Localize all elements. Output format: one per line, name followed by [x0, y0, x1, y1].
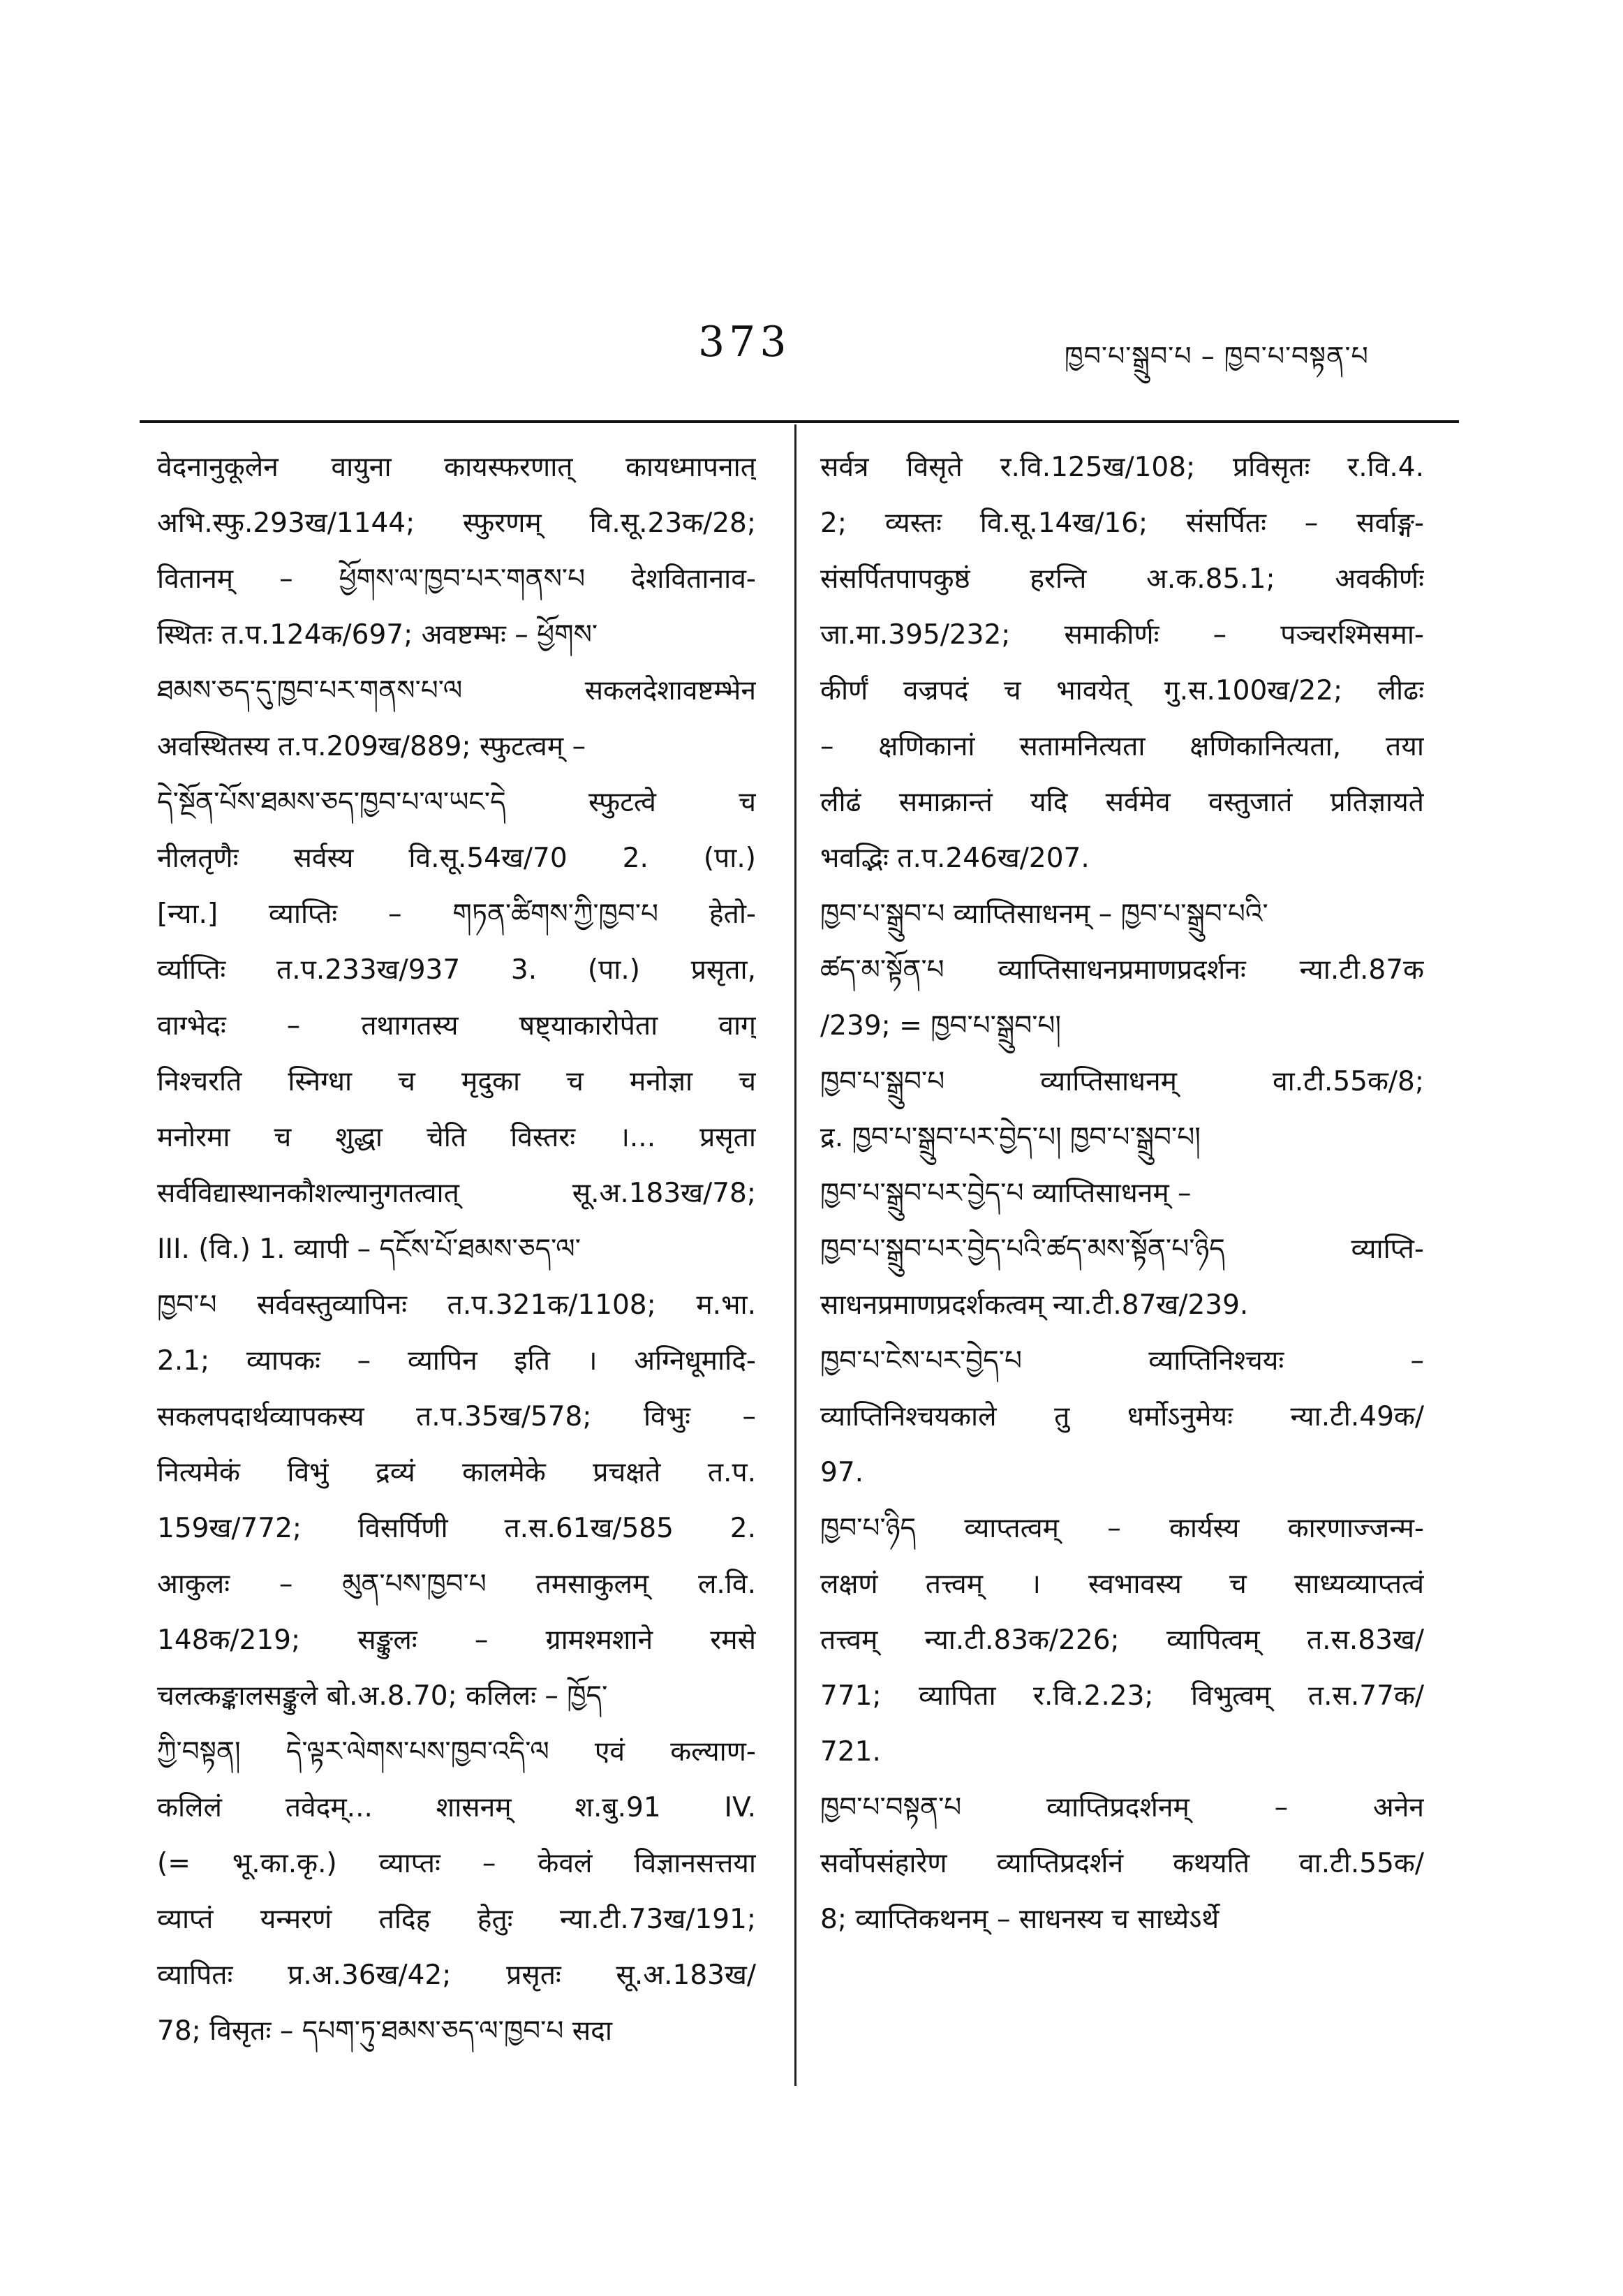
text-line: स्थितः त.प.124क/697; अवष्टम्भः – ཕྱོགས་ — [157, 619, 598, 651]
text-line: जा.मा.395/232; समाकीर्णः – पञ्चरश्मिसमा- — [820, 619, 1424, 651]
text-line: लीढं समाक्रान्तं यदि सर्वमेव वस्तुजातं प्रतिज्ञायते — [820, 787, 1424, 818]
text-line: निश्चरति स्निग्धा च मृदुका च मनोज्ञा च — [157, 1066, 756, 1097]
text-line: 2; व्यस्तः वि.सू.14ख/16; संसर्पितः – सर्वाङ्ग- — [820, 508, 1424, 539]
text-line: वितानम् – ཕྱོགས་ལ་ཁྱབ་པར་གནས་པ देशवितानाव- — [157, 563, 756, 595]
column-divider — [794, 424, 796, 2086]
text-line: तत्त्वम् न्या.टी.83क/226; व्यापित्वम् त.स.83ख/ — [820, 1624, 1424, 1656]
text-line: लक्षणं तत्त्वम् । स्वभावस्य च साध्यव्याप्तत्वं — [820, 1569, 1424, 1600]
text-line: 97. — [820, 1457, 864, 1488]
text-line: ཁྱབ་པ་བསྟན་པ व्याप्तिप्रदर्शनम् – अनेन — [820, 1792, 1424, 1823]
text-line: 721. — [820, 1736, 881, 1768]
text-line: ཐམས་ཅད་དུ་ཁྱབ་པར་གནས་པ་ལ सकलदेशावष्टम्भेन — [157, 675, 756, 706]
text-line: ཁྱབ་པ सर्ववस्तुव्यापिनः त.प.321क/1108; म.भा. — [157, 1289, 756, 1321]
text-line: वेदनानुकूलेन वायुना कायस्फरणात् कायध्मापनात् — [157, 452, 756, 483]
text-line: ཚད་མ་སྟོན་པ व्याप्तिसाधनप्रमाणप्रदर्शनः न्या.टी.87क — [820, 954, 1424, 986]
text-line: व्यापितः प्र.अ.36ख/42; प्रसृतः सू.अ.183ख/ — [157, 1960, 756, 1991]
text-line: ཀྱི་བསྟན། དེ་ལྟར་ལེགས་པས་ཁྱབ་འདི་ལ एवं कल्याण- — [157, 1736, 756, 1768]
page-number: 373 — [698, 318, 791, 366]
text-line: र्व्याप्तिः त.प.233ख/937 3. (पा.) प्रसृता, — [157, 954, 756, 986]
text-line: 78; विसृतः – དཔག་ཏུ་ཐམས་ཅད་ལ་ཁྱབ་པ सदा — [157, 2015, 612, 2047]
running-head: ཁྱབ་པ་སྒྲུབ་པ – ཁྱབ་པ་བསྟན་པ — [1065, 341, 1369, 371]
text-line: सकलपदार्थव्यापकस्य त.प.35ख/578; विभुः – — [157, 1401, 756, 1432]
text-line: དེ་སྔོན་པོས་ཐམས་ཅད་ཁྱབ་པ་ལ་ཡང་དེ स्फुटत्वे च — [157, 787, 756, 818]
header-rule — [140, 420, 1459, 423]
text-line: 148क/219; सङ्कुलः – ग्रामश्मशाने रमसे — [157, 1624, 756, 1656]
text-line: /239; = ཁྱབ་པ་སྒྲུབ་པ། — [820, 1010, 1062, 1042]
text-line: साधनप्रमाणप्रदर्शकत्वम् न्या.टी.87ख/239. — [820, 1289, 1249, 1321]
text-line: 771; व्यापिता र.वि.2.23; विभुत्वम् त.स.77क/ — [820, 1680, 1424, 1712]
text-line: ཁྱབ་པ་སྒྲུབ་པར་བྱེད་པ व्याप्तिसाधनम् – — [820, 1178, 1192, 1209]
text-line: कलिलं तवेदम्... शासनम् श.बु.91 IV. — [157, 1792, 756, 1823]
text-line: नीलतृणैः सर्वस्य वि.सू.54ख/70 2. (पा.) — [157, 843, 756, 874]
text-line: ཁྱབ་པ་སྒྲུབ་པར་བྱེད་པའི་ཚད་མས་སྟོན་པ་ཉིད व्याप्ति- — [820, 1234, 1424, 1265]
text-line: द्र. ཁྱབ་པ་སྒྲུབ་པར་བྱེད་པ། ཁྱབ་པ་སྒྲུབ་པ། — [820, 1122, 1201, 1153]
text-line: ཁྱབ་པ་སྒྲུབ་པ व्याप्तिसाधनम् – ཁྱབ་པ་སྒྲུབ་པའི་ — [820, 898, 1268, 930]
right-column — [820, 440, 1424, 1948]
text-line: ཁྱབ་པ་ཉིད व्याप्तत्वम् – कार्यस्य कारणाज्जन्म- — [820, 1513, 1424, 1544]
text-line: (= भू.का.कृ.) व्याप्तः – केवलं विज्ञानसत्तया — [157, 1848, 756, 1879]
text-line: सर्वत्र विसृते र.वि.125ख/108; प्रविसृतः र.वि.4. — [820, 452, 1424, 483]
text-line: 2.1; व्यापकः – व्यापिन इति । अग्निधूमादि- — [157, 1345, 756, 1377]
text-line: सर्वविद्यास्थानकौशल्यानुगतत्वात् सू.अ.183ख/78; — [157, 1178, 756, 1209]
text-line: नित्यमेकं विभुं द्रव्यं कालमेके प्रचक्षते त.प. — [157, 1457, 756, 1488]
text-line: अवस्थितस्य त.प.209ख/889; स्फुटत्वम् – — [157, 731, 586, 762]
text-line: चलत्कङ्कालसङ्कुले बो.अ.8.70; कलिलः – ཁྱོད་ — [157, 1680, 608, 1712]
text-line: ཁྱབ་པ་ངེས་པར་བྱེད་པ व्याप्तिनिश्चयः – — [820, 1345, 1424, 1377]
text-line: मनोरमा च शुद्धा चेति विस्तरः ।... प्रसृता — [157, 1122, 756, 1153]
text-line: 8; व्याप्तिकथनम् – साधनस्य च साध्येऽर्थे — [820, 1904, 1220, 1935]
text-line: III. (वि.) 1. व्यापी – དངོས་པོ་ཐམས་ཅད་ལ་ — [157, 1234, 581, 1265]
text-line: कीर्णं वज्रपदं च भावयेत् गु.स.100ख/22; लीढः — [820, 675, 1424, 706]
text-line: [न्या.] व्याप्तिः – གཏན་ཚིགས་ཀྱི་ཁྱབ་པ हेतो- — [157, 898, 756, 930]
text-line: सर्वोपसंहारेण व्याप्तिप्रदर्शनं कथयति वा.टी.55क/ — [820, 1848, 1424, 1879]
text-line: अभि.स्फु.293ख/1144; स्फुरणम् वि.सू.23क/28; — [157, 508, 756, 539]
left-column — [157, 440, 756, 2059]
text-line: संसर्पितपापकुष्ठं हरन्ति अ.क.85.1; अवकीर्णः — [820, 563, 1424, 595]
text-line: व्याप्तिनिश्चयकाले तु धर्मोऽनुमेयः न्या.टी.49क/ — [820, 1401, 1424, 1432]
text-line: 159ख/772; विसर्पिणी त.स.61ख/585 2. — [157, 1513, 756, 1544]
text-line: ཁྱབ་པ་སྒྲུབ་པ व्याप्तिसाधनम् वा.टी.55क/8; — [820, 1066, 1424, 1097]
text-line: भवद्भिः त.प.246ख/207. — [820, 843, 1090, 874]
text-line: व्याप्तं यन्मरणं तदिह हेतुः न्या.टी.73ख/191; — [157, 1904, 756, 1935]
text-line: वाग्भेदः – तथागतस्य षष्ट्याकारोपेता वाग् — [157, 1010, 756, 1042]
text-line: – क्षणिकानां सतामनित्यता क्षणिकानित्यता, तया — [820, 731, 1424, 762]
text-line: आकुलः – མུན་པས་ཁྱབ་པ तमसाकुलम् ल.वि. — [157, 1569, 756, 1600]
